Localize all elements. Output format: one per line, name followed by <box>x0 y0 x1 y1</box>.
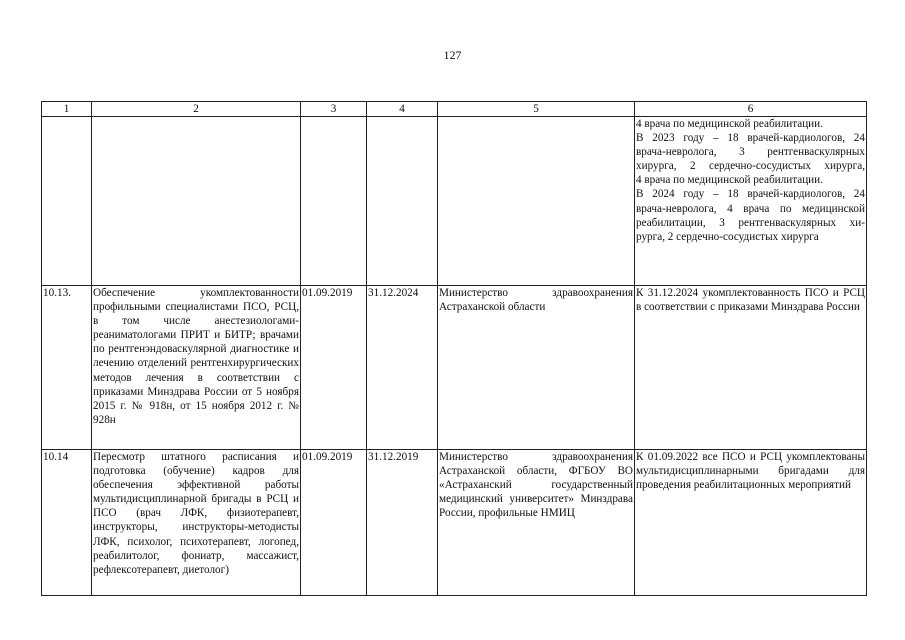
result-line: В 2024 году – 18 врачей-кардиологов, 24 <box>636 188 865 201</box>
result-line: 4 врача по медицинской реабилитации. <box>636 118 823 130</box>
end-date-cell: 31.12.2024 <box>367 286 438 450</box>
result-line: врача-невролога, 3 рентгенваскулярных <box>636 146 865 159</box>
result-line: хирурга, 2 сердечно-сосудистых хирурга, <box>636 160 865 173</box>
result-line: рурга, 2 сердечно-сосудистых хирурга <box>636 230 819 243</box>
column-header: 5 <box>438 102 635 117</box>
result-cell: К 01.09.2022 все ПСО и РСЦ укомплектованы мультидисциплинарными бригадами для проведения реабилитационных мероприятий <box>635 450 867 596</box>
start-date-cell: 01.09.2019 <box>301 286 367 450</box>
result-line: реабилитации, 3 рентгенваскулярных хи- <box>636 216 865 229</box>
row-number-cell: 10.14 <box>42 450 92 596</box>
column-header: 3 <box>301 102 367 117</box>
table-row <box>42 286 867 450</box>
result-line: В 2023 году – 18 врачей-кардиологов, 24 <box>636 132 865 145</box>
result-line: 4 врача по медицинской реабилитации. <box>636 174 823 187</box>
plan-table <box>41 101 867 596</box>
responsible-cell: Министерство здравоохранения Астраханской области, ФГБОУ ВО «Астраханский государственный медицинский университет» Минздрава России, профильные НМИЦ <box>438 450 635 596</box>
end-date-cell <box>367 117 438 286</box>
start-date-cell: 01.09.2019 <box>301 450 367 596</box>
column-header: 6 <box>635 102 867 117</box>
column-header: 4 <box>367 102 438 117</box>
start-date-cell <box>301 117 367 286</box>
row-number-cell <box>42 117 92 286</box>
result-cell <box>635 117 867 286</box>
table-row <box>42 450 867 596</box>
row-number-cell: 10.13. <box>42 286 92 450</box>
result-cell: К 31.12.2024 укомплектованность ПСО и РСЦ в соответствии с приказами Минздрава России <box>635 286 867 450</box>
responsible-cell <box>438 117 635 286</box>
table-row <box>42 117 867 286</box>
header-row <box>42 102 867 117</box>
end-date-cell: 31.12.2019 <box>367 450 438 596</box>
page-number: 127 <box>443 48 462 62</box>
column-header: 1 <box>42 102 92 117</box>
result-line: врача-невролога, 4 врача по медицинской <box>636 202 865 215</box>
measure-name-cell: Обеспечение укомплектованности профильными специалистами ПСО, РСЦ, в том числе анестезиологами-реаниматологами ПРИТ и БИТР; врачами по рентгенэндоваскулярной диагностике и лечению отделений рентгенхирургических методов лечения в соответствии с приказами Минздрава России от 5 ноября 2015 г. № 918н, от 15 ноября 2012 г. № 928н <box>92 286 301 450</box>
measure-name-cell: Пересмотр штатного расписания и подготовка (обучение) кадров для обеспечения эффективной работы мультидисциплинарной бригады в РСЦ и ПСО (врач ЛФК, физиотерапевт, инструкторы, инструкторы-методисты ЛФК, психолог, психотерапевт, логопед, реабилитолог, фониатр, массажист, рефлексотерапевт, диетолог) <box>92 450 301 596</box>
responsible-cell: Министерство здравоохранения Астраханской области <box>438 286 635 450</box>
column-header: 2 <box>92 102 301 117</box>
measure-name-cell <box>92 117 301 286</box>
